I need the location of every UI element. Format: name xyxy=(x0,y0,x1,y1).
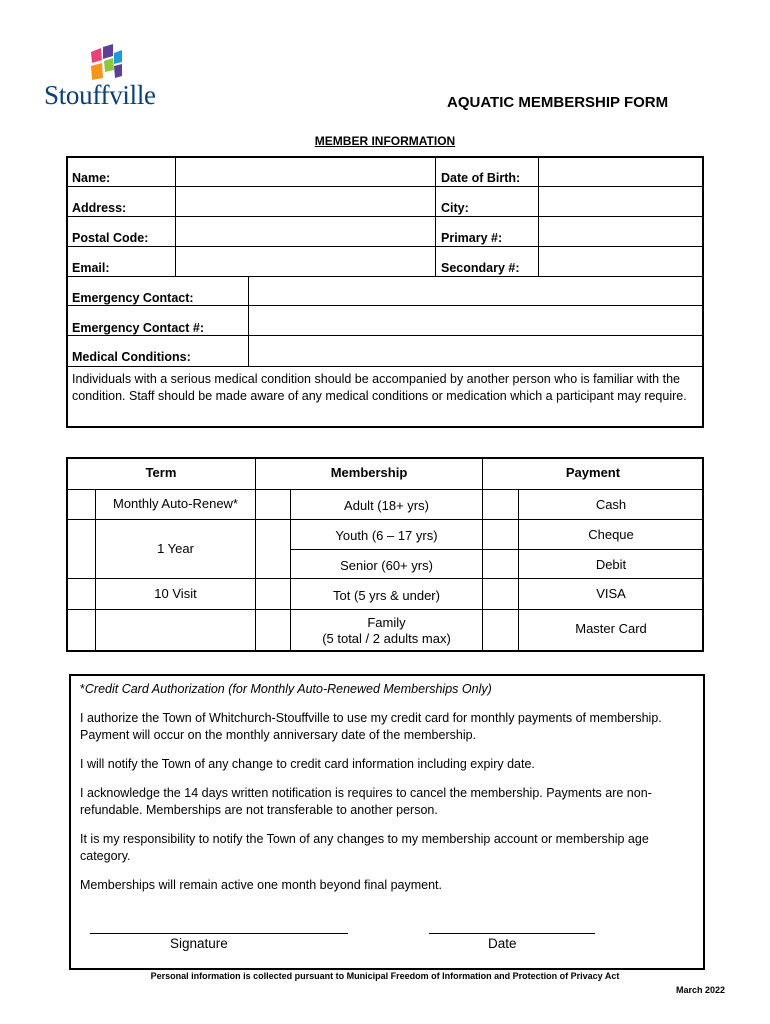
payment-checkbox-mastercard[interactable] xyxy=(484,611,517,650)
secondary-phone-input[interactable] xyxy=(540,248,701,275)
address-label: Address: xyxy=(72,201,127,215)
city-input[interactable] xyxy=(540,188,701,215)
payment-cash: Cash xyxy=(595,497,627,512)
secondary-phone-label: Secondary #: xyxy=(441,261,520,275)
dob-label: Date of Birth: xyxy=(441,171,521,185)
medical-conditions-label: Medical Conditions: xyxy=(72,350,191,364)
emergency-contact-label: Emergency Contact: xyxy=(72,291,194,305)
revision-date: March 2022 xyxy=(675,985,725,995)
payment-cheque: Cheque xyxy=(588,527,634,542)
authorization-paragraph: I authorize the Town of Whitchurch-Stouffville to use my credit card for monthly payments of membership. Payment will occur on the monthly anniversary date of the membership. xyxy=(80,711,662,742)
emergency-number-input[interactable] xyxy=(250,307,701,334)
payment-visa: VISA xyxy=(596,586,626,601)
payment-checkbox-cash[interactable] xyxy=(484,491,517,518)
membership-tot: Tot (5 yrs & under) xyxy=(333,588,440,603)
membership-checkbox-family[interactable] xyxy=(257,611,289,650)
email-input[interactable] xyxy=(177,248,434,275)
payment-checkbox-visa[interactable] xyxy=(484,580,517,608)
postal-code-label: Postal Code: xyxy=(72,231,149,245)
signature-line[interactable] xyxy=(90,933,348,934)
authorization-paragraph: Memberships will remain active one month beyond final payment. xyxy=(80,878,442,892)
address-input[interactable] xyxy=(177,188,434,215)
membership-checkbox-adult[interactable] xyxy=(257,491,289,518)
membership-header: Membership xyxy=(330,465,408,480)
emergency-contact-input[interactable] xyxy=(250,278,701,304)
email-label: Email: xyxy=(72,261,110,275)
primary-phone-label: Primary #: xyxy=(441,231,503,245)
privacy-note: Personal information is collected pursuant to Municipal Freedom of Information and Protection of Privacy Act xyxy=(150,971,620,981)
stouffville-logo-icon xyxy=(89,44,123,80)
term-10-visit: 10 Visit xyxy=(154,586,197,601)
term-checkbox-monthly[interactable] xyxy=(68,491,94,518)
signature-label: Signature xyxy=(170,936,228,951)
name-input[interactable] xyxy=(177,158,434,185)
membership-checkbox-tot[interactable] xyxy=(257,580,289,608)
payment-debit: Debit xyxy=(595,557,627,572)
postal-code-input[interactable] xyxy=(177,218,434,245)
payment-checkbox-debit[interactable] xyxy=(484,551,517,577)
authorization-paragraph: I acknowledge the 14 days written notification is requires to cancel the membership. Payments are non-refundable. Memberships are not transferable to another person. xyxy=(80,786,652,817)
dob-input[interactable] xyxy=(540,158,701,185)
membership-adult: Adult (18+ yrs) xyxy=(344,498,429,513)
form-title: AQUATIC MEMBERSHIP FORM xyxy=(447,94,669,111)
membership-checkbox-youth[interactable] xyxy=(257,521,289,548)
membership-family: Family xyxy=(367,615,406,630)
section-title: MEMBER INFORMATION xyxy=(314,134,456,148)
membership-checkbox-senior[interactable] xyxy=(257,551,289,577)
membership-family-note: (5 total / 2 adults max) xyxy=(322,631,451,646)
name-label: Name: xyxy=(72,171,111,185)
term-1-year: 1 Year xyxy=(157,541,194,556)
term-checkbox-10-visit[interactable] xyxy=(68,580,94,608)
medical-note: Individuals with a serious medical condition should be accompanied by another person who is familiar with the condition. Staff should be made aware of any medical conditions or medication which a participant may require. xyxy=(72,372,687,403)
term-header: Term xyxy=(145,465,177,480)
date-label: Date xyxy=(488,936,517,951)
brand-name: Stouffville xyxy=(44,80,156,110)
authorization-heading-text: Credit Card Authorization (for Monthly Auto-Renewed Memberships Only) xyxy=(84,682,492,696)
payment-header: Payment xyxy=(565,465,621,480)
membership-youth: Youth (6 – 17 yrs) xyxy=(335,528,438,543)
payment-checkbox-cheque[interactable] xyxy=(484,521,517,548)
term-monthly: Monthly Auto-Renew* xyxy=(112,496,238,511)
membership-senior: Senior (60+ yrs) xyxy=(340,558,433,573)
emergency-number-label: Emergency Contact #: xyxy=(72,321,204,335)
authorization-paragraph: I will notify the Town of any change to credit card information including expiry date. xyxy=(80,757,535,771)
term-checkbox-blank[interactable] xyxy=(68,611,94,650)
city-label: City: xyxy=(441,201,469,215)
term-checkbox-1-year[interactable] xyxy=(68,521,94,577)
authorization-heading-star: * xyxy=(80,682,85,696)
payment-mastercard: Master Card xyxy=(575,621,647,636)
primary-phone-input[interactable] xyxy=(540,218,701,245)
medical-conditions-input[interactable] xyxy=(250,337,701,365)
authorization-paragraph: It is my responsibility to notify the Town of any changes to my membership account or membership age category. xyxy=(80,832,649,863)
date-line[interactable] xyxy=(429,933,595,934)
authorization-heading xyxy=(80,681,700,698)
